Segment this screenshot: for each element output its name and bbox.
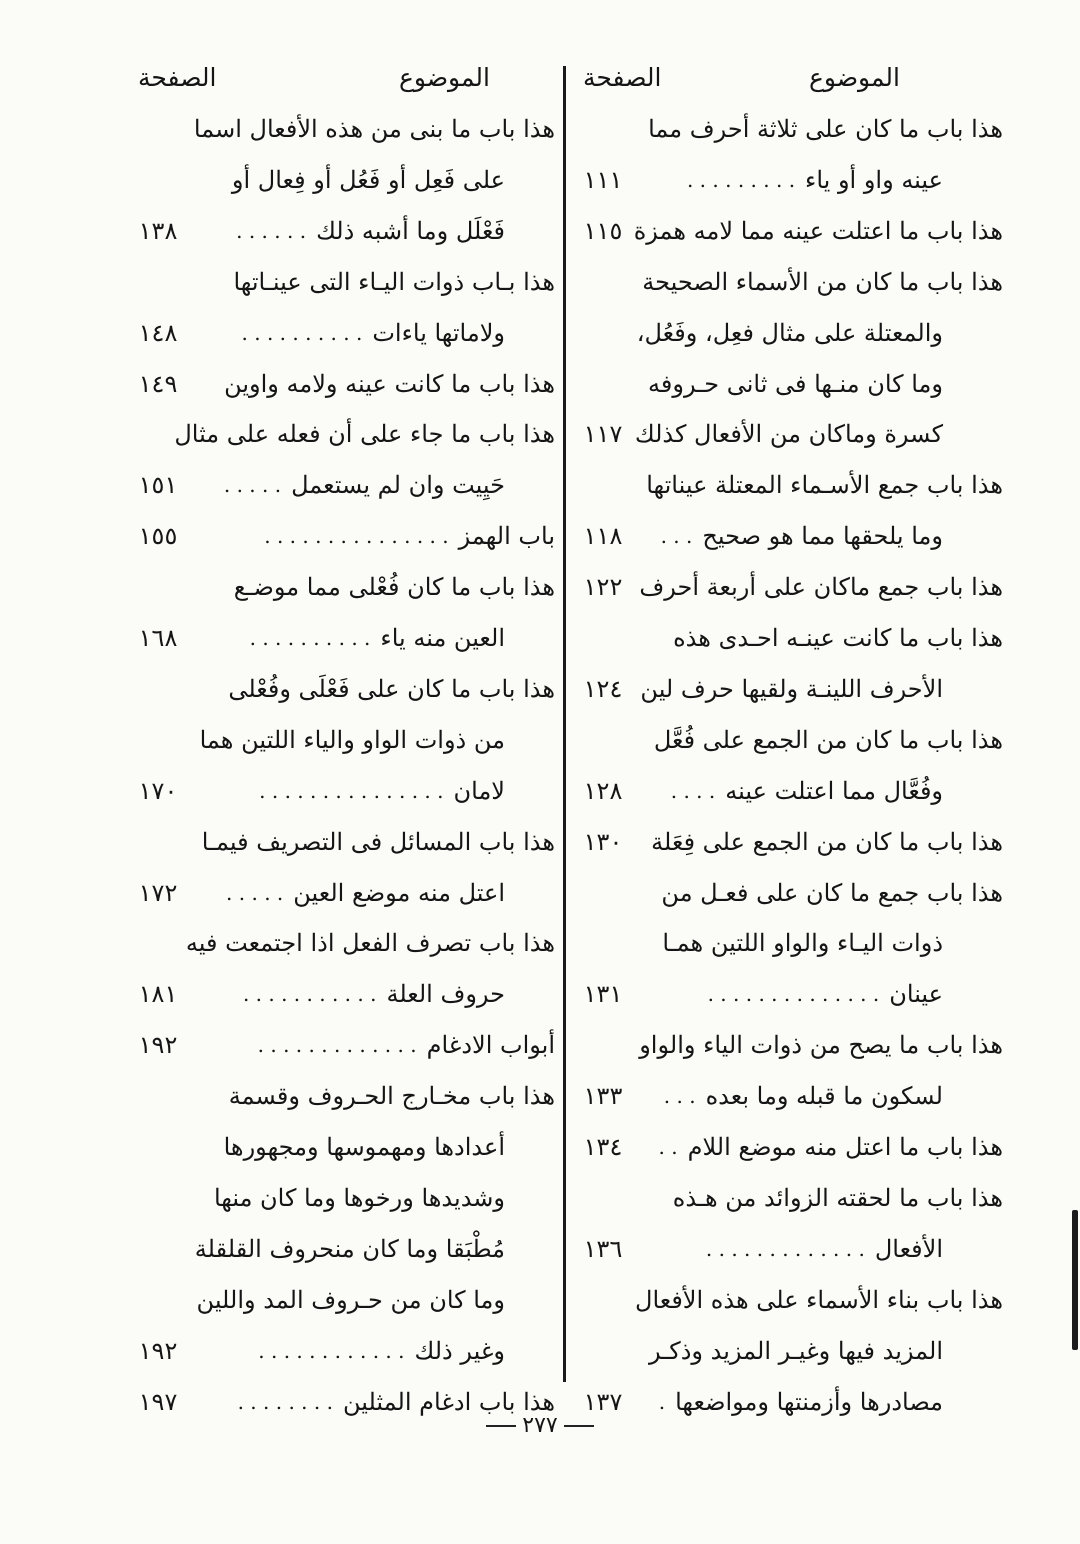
- page-edge-mark: [1072, 1210, 1078, 1350]
- toc-entry-text: وما يلحقها مما هو صحيح: [702, 522, 943, 551]
- toc-page-number: ١٢٨: [583, 776, 623, 805]
- toc-entry-text: الأفعال: [874, 1234, 943, 1263]
- toc-entry-line: [195, 359, 555, 409]
- toc-entry-text: هذا باب بناء الأسماء على هذه الأفعال: [635, 1285, 1003, 1314]
- toc-leader-dots: . . . . . . . . . .: [249, 626, 371, 650]
- toc-entry-text: أعدادها ومهموسها ومجهورها: [223, 1133, 505, 1161]
- toc-entry-line: [643, 1326, 943, 1376]
- toc-entry-line: [195, 817, 555, 867]
- toc-entry-text: هذا باب ما كان فُعْلى مما موضـع: [233, 573, 555, 602]
- toc-entry-text: على فَعِل أو فَعُل أو فِعال أو: [231, 165, 505, 194]
- toc-entry-text: عينان: [889, 980, 943, 1009]
- toc-page-number: ١٣٣: [583, 1082, 623, 1111]
- toc-entry-text: هذا باب ما كانت عينه ولامه واوين: [224, 369, 555, 398]
- toc-leader-dots: . . . . . . . . . . . . . . .: [259, 778, 444, 803]
- toc-entry-text: هذا باب ما كان من الجمع على فِعَلة: [651, 827, 1003, 856]
- toc-entry-line: [174, 409, 555, 459]
- toc-entry-text: هذا باب ما اعتل منه موضع اللام: [687, 1133, 1003, 1161]
- toc-entry-line: [639, 1020, 1003, 1070]
- toc-entry-line: [643, 613, 1003, 663]
- toc-entry-text: باب الهمز: [458, 522, 555, 551]
- toc-page-number: ١١١: [583, 165, 623, 194]
- toc-leader-dots: . . . . . . . . . . . . .: [705, 1236, 865, 1261]
- toc-entry-text: وفُعَّال مما اعتلت عينه: [725, 776, 943, 805]
- toc-entry-text: هذا باب تصرف الفعل اذا اجتمعت فيه: [185, 929, 555, 958]
- toc-leader-dots: . . . . . . . . . .: [241, 320, 363, 345]
- toc-entry-line: [195, 562, 555, 612]
- toc-entry-line: [195, 1173, 505, 1223]
- toc-entry-line: [195, 1122, 505, 1172]
- toc-entry-line: [643, 257, 1003, 307]
- toc-entry-line: [195, 1275, 505, 1325]
- toc-entry-line: [643, 1173, 1003, 1223]
- toc-leader-dots: . . .: [663, 1084, 696, 1109]
- toc-leader-dots: .: [658, 1389, 666, 1414]
- toc-entry-line: [636, 308, 943, 358]
- toc-entry-text: كسرة وماكان من الأفعال كذلك: [634, 420, 943, 449]
- toc-entry-text: هذا باب ما كان من الجمع على فُعَّل: [653, 725, 1003, 754]
- toc-page-number: ١٢٤: [583, 674, 623, 703]
- toc-leader-dots: . . . . . . . . . . . . . .: [707, 982, 880, 1007]
- right-page-heading: الصفحة: [583, 63, 662, 92]
- toc-entry-line: [639, 562, 1003, 612]
- toc-entry-text: عينه واو أو ياء: [805, 165, 943, 194]
- toc-entry-line: [643, 359, 943, 409]
- toc-page-number: ١٤٩: [138, 369, 178, 398]
- toc-leader-dots: . . . . .: [223, 473, 282, 498]
- toc-entry-text: هذا باب ما كان على ثلاثة أحرف مما: [648, 115, 1003, 143]
- toc-page-number: ١٤٨: [138, 318, 178, 347]
- toc-entry-text: والمعتلة على مثال فعِل، وفَعُل،: [636, 318, 943, 347]
- toc-page-number: ١٦٨: [138, 624, 178, 652]
- toc-page-number: ١٧٢: [138, 878, 178, 907]
- toc-entry-line: [643, 715, 1003, 765]
- toc-leader-dots: . . . . . .: [236, 218, 307, 243]
- toc-entry-text: هذا باب ما اعتلت عينه مما لامه همزة: [633, 216, 1003, 245]
- column-divider: [563, 66, 566, 1382]
- toc-leader-dots: . . . .: [670, 778, 716, 803]
- toc-entry-text: ذوات اليـاء والواو اللتين همـا: [662, 929, 943, 958]
- toc-entry-line: [634, 409, 943, 459]
- toc-entry-text: هذا باب المسائل فى التصريف فيمـا: [201, 827, 555, 856]
- toc-leader-dots: . . . . . . . . . . . . .: [257, 1033, 417, 1058]
- toc-entry-line: [633, 206, 1003, 256]
- toc-page-number: ١٣٧: [583, 1387, 623, 1416]
- toc-entry-line: [195, 715, 505, 765]
- toc-page-number: ١٥٥: [138, 522, 178, 551]
- toc-entry-text: هذا باب ادغام المثلين: [342, 1387, 555, 1416]
- toc-entry-text: فَعْلَل وما أشبه ذلك: [316, 216, 505, 245]
- toc-leader-dots: . . . . . . . . . . . .: [258, 1338, 405, 1363]
- toc-entry-line: [643, 460, 1003, 510]
- toc-entry-text: وغير ذلك: [414, 1336, 505, 1365]
- toc-entry-text: لسكون ما قبله وما بعده: [705, 1082, 943, 1111]
- toc-leader-dots: . . . . . . . . . . .: [242, 982, 377, 1007]
- toc-entry-line: [643, 918, 943, 968]
- footer-dash: [564, 1425, 594, 1427]
- toc-page-number: ١١٨: [583, 522, 623, 551]
- left-column-header: [130, 58, 570, 98]
- toc-leader-dots: . . . . . . . . . . . . . . .: [264, 524, 449, 549]
- toc-page-number: ١٣١: [583, 980, 623, 1009]
- toc-entry-text: هذا باب مخـارج الحـروف وقسمة: [228, 1082, 555, 1111]
- toc-entry-line: [195, 1224, 505, 1274]
- toc-page-number: ١٣٠: [583, 827, 623, 856]
- toc-entry-line: [185, 918, 555, 968]
- toc-entry-line: [643, 1122, 1003, 1172]
- toc-entry-text: الأحرف اللينـة ولقيها حرف لين: [640, 674, 943, 703]
- toc-entry-text: المزيد فيها وغيـر المزيد وذكـر: [649, 1336, 943, 1365]
- toc-entry-text: هذا باب ما بنى من هذه الأفعال اسما: [193, 115, 555, 143]
- toc-entry-text: هذا باب ما لحقته الزوائد من هـذه: [672, 1183, 1003, 1212]
- toc-entry-line: [195, 257, 555, 307]
- toc-entry-text: هذا بـاب ذوات اليـاء التى عينـاتها: [233, 267, 555, 296]
- toc-entry-line: [195, 664, 555, 714]
- toc-entry-text: وما كان منـها فى ثانى حـروفه: [648, 369, 943, 398]
- toc-entry-text: حَيِيت وان لم يستعمل: [291, 471, 505, 500]
- toc-leader-dots: . . .: [660, 524, 693, 549]
- toc-entry-text: هذا باب ما يصح من ذوات الياء والواو: [639, 1031, 1003, 1060]
- toc-page-number: ١٨١: [138, 980, 178, 1009]
- footer-dash: [486, 1425, 516, 1427]
- toc-entry-text: اعتل منه موضع العين: [293, 878, 505, 907]
- toc-page-number: ١٧٠: [138, 776, 178, 805]
- toc-entry-text: وما كان من حـروف المد واللين: [196, 1285, 505, 1314]
- left-topic-heading: الموضوع: [399, 63, 490, 92]
- toc-entry-line: [635, 1275, 1003, 1325]
- toc-page-number: ١٩٢: [138, 1336, 178, 1365]
- toc-page-number: ١٩٧: [138, 1387, 178, 1416]
- toc-entry-text: هذا باب جمع ماكان على أربعة أحرف: [639, 573, 1003, 602]
- toc-entry-text: وشديدها ورخوها وما كان منها: [213, 1183, 505, 1212]
- toc-entry-text: أبواب الادغام: [426, 1031, 555, 1060]
- toc-leader-dots: . . . . . . . .: [237, 1389, 333, 1414]
- toc-entry-text: هذا باب ما جاء على أن فعله على مثال: [174, 420, 555, 449]
- toc-entry-line: [643, 868, 1003, 918]
- right-column-header: [575, 58, 985, 98]
- toc-entry-text: مصادرها وأزمنتها ومواضعها: [675, 1387, 943, 1416]
- toc-entry-text: العين منه ياء: [380, 624, 505, 652]
- page-footer: [0, 1408, 1080, 1444]
- toc-page-number: ١١٥: [583, 216, 623, 245]
- toc-entry-text: من ذوات الواو والياء اللتين هما: [199, 725, 505, 754]
- toc-page-number: ١٣٨: [138, 216, 178, 245]
- toc-entry-line: [195, 155, 505, 205]
- toc-page-number: ١٩٢: [138, 1031, 178, 1060]
- toc-entry-text: مُطْبَقا وما كان منحروف القلقلة: [194, 1234, 505, 1263]
- toc-page-number: ١٣٤: [583, 1133, 623, 1161]
- toc-entry-text: هذا باب جمع ما كان على فعـل من: [661, 878, 1003, 907]
- toc-entry-line: [195, 1071, 555, 1121]
- left-page-heading: الصفحة: [138, 63, 217, 92]
- footer-page-number: ٢٧٧: [522, 1413, 558, 1438]
- toc-entry-line: [643, 817, 1003, 867]
- toc-entry-line: [643, 104, 1003, 154]
- toc-page-number: ١٢٢: [583, 573, 623, 602]
- toc-entry-text: حروف العلة: [386, 980, 505, 1009]
- toc-page-number: ١١٧: [583, 420, 623, 449]
- right-topic-heading: الموضوع: [809, 63, 900, 92]
- toc-entry-text: هذا باب ما كانت عينـه احـدى هذه: [673, 624, 1003, 652]
- toc-entry-text: لامان: [453, 776, 505, 805]
- toc-leader-dots: . . . . .: [226, 880, 284, 905]
- toc-page-number: ١٥١: [138, 471, 178, 500]
- toc-entry-line: [640, 664, 943, 714]
- toc-page-number: ١٣٦: [583, 1234, 623, 1263]
- toc-entry-text: ولاماتها ياءات: [372, 318, 505, 347]
- toc-entry-line: [195, 104, 555, 154]
- toc-entry-text: هذا باب ما كان على فَعْلَى وفُعْلى: [228, 674, 555, 703]
- toc-leader-dots: . . . . . . . . .: [686, 167, 796, 192]
- toc-entry-text: هذا باب ما كان من الأسماء الصحيحة: [642, 267, 1003, 296]
- toc-entry-text: هذا باب جمع الأسـماء المعتلة عيناتها: [646, 471, 1003, 500]
- toc-leader-dots: . .: [658, 1135, 678, 1159]
